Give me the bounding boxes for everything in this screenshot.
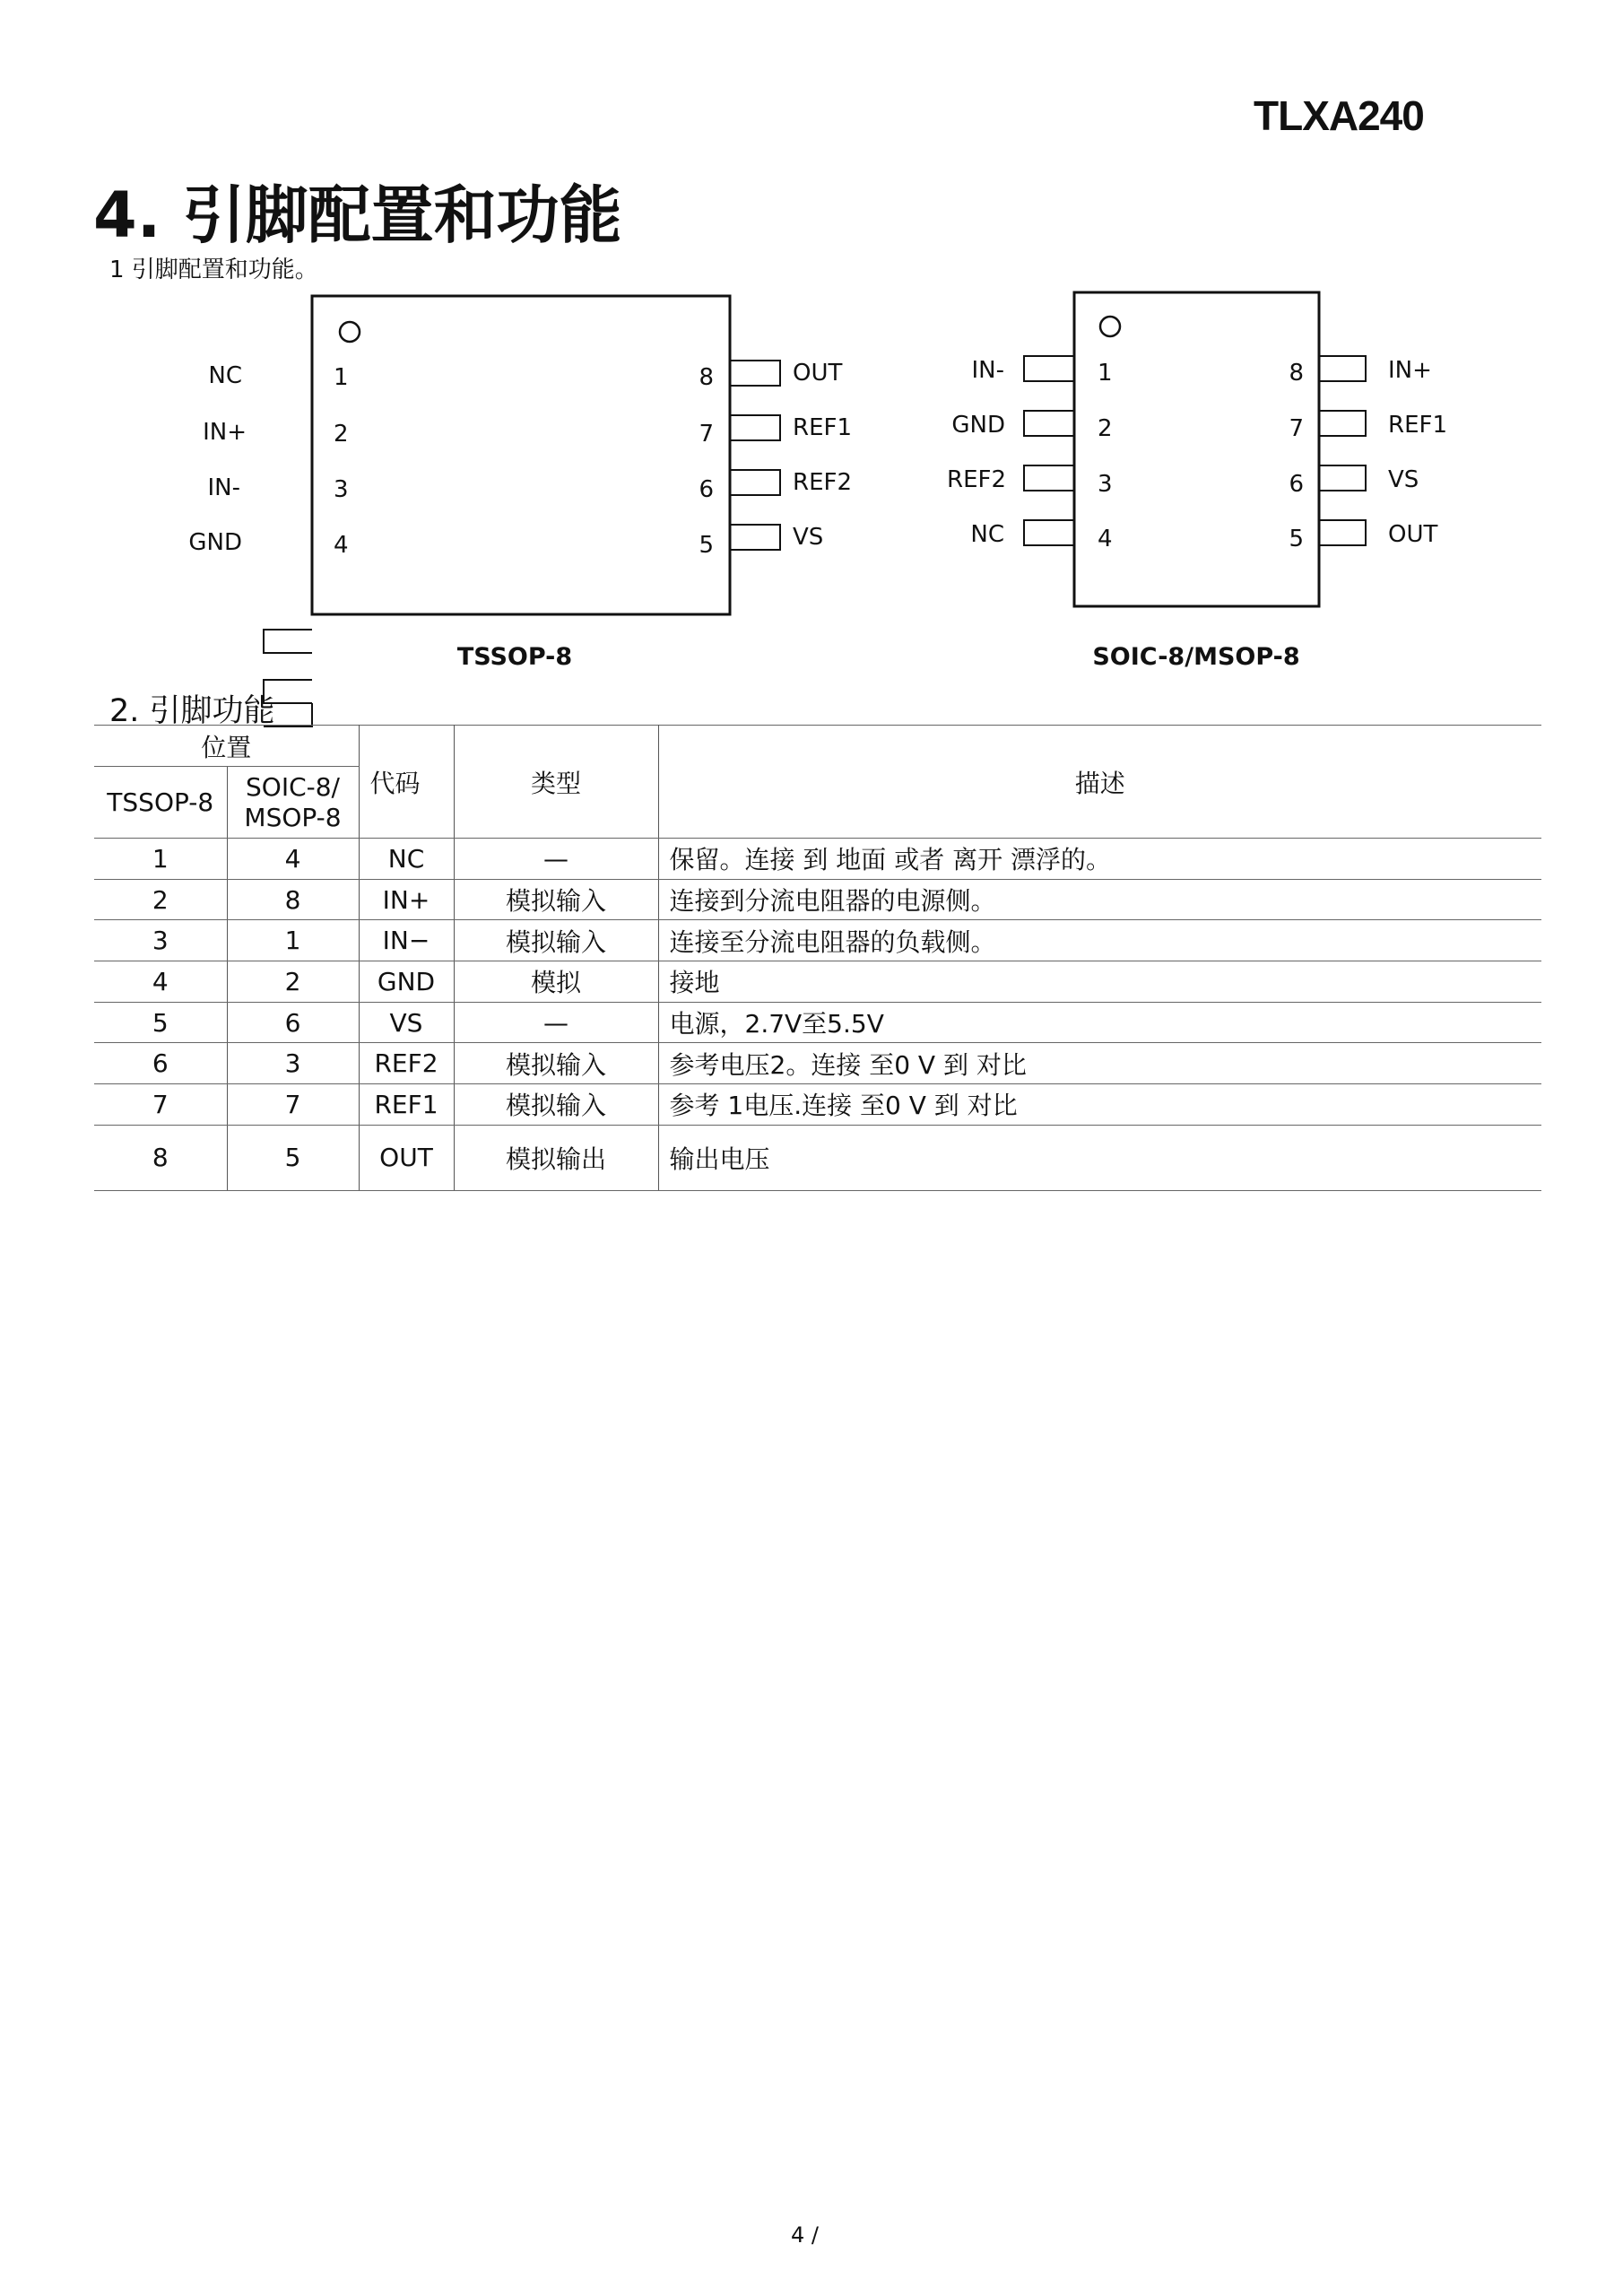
tssop-package-body: [312, 296, 730, 614]
section-heading: 4. 引脚配置和功能: [93, 178, 622, 252]
soic-left-label: REF2: [947, 466, 1006, 493]
tssop-right-label: OUT: [793, 360, 843, 387]
cell-tssop-pin: 2: [94, 879, 227, 920]
tssop-left-label: IN-: [207, 474, 240, 501]
soic-pin-number: 3: [1098, 471, 1113, 498]
cell-type: 模拟输出: [454, 1125, 658, 1190]
tssop-left-label: IN+: [203, 419, 247, 446]
soic-pin-number: 8: [1289, 360, 1304, 387]
document-code: TLXA240: [1254, 92, 1424, 139]
pin-functions-table: [94, 725, 1541, 1191]
cell-code: VS: [359, 1002, 454, 1043]
soic-pin-lead: [1319, 411, 1366, 436]
tssop-pin-number: 7: [699, 421, 714, 448]
tssop-pin-lead: [730, 525, 780, 550]
cell-tssop-pin: 6: [94, 1043, 227, 1084]
cell-type: —: [454, 839, 658, 880]
tssop-pin-lead: [264, 630, 312, 653]
soic-pin-lead: [1024, 411, 1074, 436]
cell-soic-pin: 2: [227, 961, 359, 1003]
tssop-pin-lead: [730, 470, 780, 495]
cell-tssop-pin: 5: [94, 1002, 227, 1043]
soic-right-label: VS: [1388, 466, 1419, 493]
table-row: [94, 1084, 1541, 1126]
soic-caption: SOIC-8/MSOP-8: [1092, 643, 1300, 671]
cell-code: IN−: [359, 920, 454, 961]
cell-description: 接地: [658, 961, 1541, 1003]
cell-description: 参考电压2。连接 至0 V 到 对比: [658, 1043, 1541, 1084]
cell-soic-pin: 8: [227, 879, 359, 920]
header-msop: MSOP-8: [244, 802, 342, 832]
soic-pin-number: 6: [1289, 471, 1304, 498]
soic-pin-number: 5: [1289, 526, 1304, 552]
soic-pin-number: 1: [1098, 360, 1113, 387]
cell-type: 模拟输入: [454, 879, 658, 920]
cell-type: 模拟输入: [454, 920, 658, 961]
cell-code: GND: [359, 961, 454, 1003]
subsection-pin-config-title: 1 引脚配置和功能。: [109, 257, 318, 283]
table-row: [94, 1043, 1541, 1084]
cell-description: 保留。连接 到 地面 或者 离开 漂浮的。: [658, 839, 1541, 880]
cell-code: IN+: [359, 879, 454, 920]
cell-type: 模拟: [454, 961, 658, 1003]
tssop-pin1-marker: [340, 322, 360, 342]
cell-description: 连接到分流电阻器的电源侧。: [658, 879, 1541, 920]
soic-right-label: OUT: [1388, 521, 1438, 548]
tssop-right-label: VS: [793, 524, 824, 551]
header-description: 描述: [658, 726, 1541, 839]
cell-tssop-pin: 8: [94, 1125, 227, 1190]
soic-pin-lead: [1024, 356, 1074, 381]
header-tssop: TSSOP-8: [94, 767, 227, 839]
header-soic-msop: [227, 767, 359, 839]
cell-code: OUT: [359, 1125, 454, 1190]
tssop-pin-number: 5: [699, 532, 714, 559]
soic-right-label: IN+: [1388, 357, 1432, 384]
soic-pin-number: 2: [1098, 415, 1113, 442]
tssop-left-label: GND: [188, 529, 242, 556]
soic-package-diagram: [947, 292, 1447, 671]
soic-pin-lead: [1319, 520, 1366, 545]
tssop-pin-number: 6: [699, 476, 714, 503]
cell-soic-pin: 3: [227, 1043, 359, 1084]
cell-code: REF1: [359, 1084, 454, 1126]
soic-left-label: IN-: [971, 357, 1004, 384]
tssop-pin-lead: [730, 415, 780, 440]
soic-pin-lead: [1319, 465, 1366, 491]
cell-type: 模拟输入: [454, 1043, 658, 1084]
cell-soic-pin: 5: [227, 1125, 359, 1190]
cell-soic-pin: 4: [227, 839, 359, 880]
header-position: 位置: [94, 726, 359, 767]
table-row: [94, 839, 1541, 880]
cell-tssop-pin: 1: [94, 839, 227, 880]
cell-tssop-pin: 7: [94, 1084, 227, 1126]
soic-pin-number: 4: [1098, 526, 1113, 552]
table-row: [94, 920, 1541, 961]
tssop-caption: TSSOP-8: [456, 643, 573, 671]
cell-tssop-pin: 4: [94, 961, 227, 1003]
soic-pin-lead: [1024, 465, 1074, 491]
table-row: [94, 1125, 1541, 1190]
tssop-pin-lead: [730, 361, 780, 386]
tssop-package-diagram: [188, 296, 852, 726]
cell-description: 参考 1电压.连接 至0 V 到 对比: [658, 1084, 1541, 1126]
soic-pin1-marker: [1100, 317, 1120, 336]
tssop-right-label: REF1: [793, 414, 852, 441]
cell-code: REF2: [359, 1043, 454, 1084]
tssop-pin-number: 2: [334, 421, 349, 448]
soic-left-label: NC: [970, 521, 1004, 548]
cell-code: NC: [359, 839, 454, 880]
table-row: [94, 879, 1541, 920]
tssop-pin-number: 1: [334, 364, 349, 391]
soic-pin-lead: [1319, 356, 1366, 381]
cell-description: 连接至分流电阻器的负载侧。: [658, 920, 1541, 961]
soic-right-label: REF1: [1388, 412, 1447, 439]
tssop-pin-number: 8: [699, 364, 714, 391]
header-code: 代码: [359, 726, 454, 839]
cell-type: 模拟输入: [454, 1084, 658, 1126]
table-header-row: [94, 726, 1541, 767]
subsection-pin-functions-title: 2. 引脚功能: [109, 693, 275, 729]
cell-type: —: [454, 1002, 658, 1043]
pinout-diagrams: [0, 0, 1623, 735]
cell-tssop-pin: 3: [94, 920, 227, 961]
table-row: [94, 1002, 1541, 1043]
cell-soic-pin: 6: [227, 1002, 359, 1043]
tssop-right-label: REF2: [793, 469, 852, 496]
table-row: [94, 961, 1541, 1003]
header-type: 类型: [454, 726, 658, 839]
tssop-left-label: NC: [208, 362, 242, 389]
cell-soic-pin: 1: [227, 920, 359, 961]
cell-description: 电源，2.7V至5.5V: [658, 1002, 1541, 1043]
soic-package-body: [1074, 292, 1319, 606]
page-number: 4 /: [791, 2222, 819, 2248]
cell-soic-pin: 7: [227, 1084, 359, 1126]
cell-description: 输出电压: [658, 1125, 1541, 1190]
soic-left-label: GND: [951, 412, 1005, 439]
tssop-pin-number: 4: [334, 532, 349, 559]
soic-pin-number: 7: [1289, 415, 1304, 442]
header-soic: SOIC-8/: [246, 771, 340, 802]
soic-pin-lead: [1024, 520, 1074, 545]
tssop-pin-number: 3: [334, 476, 349, 503]
